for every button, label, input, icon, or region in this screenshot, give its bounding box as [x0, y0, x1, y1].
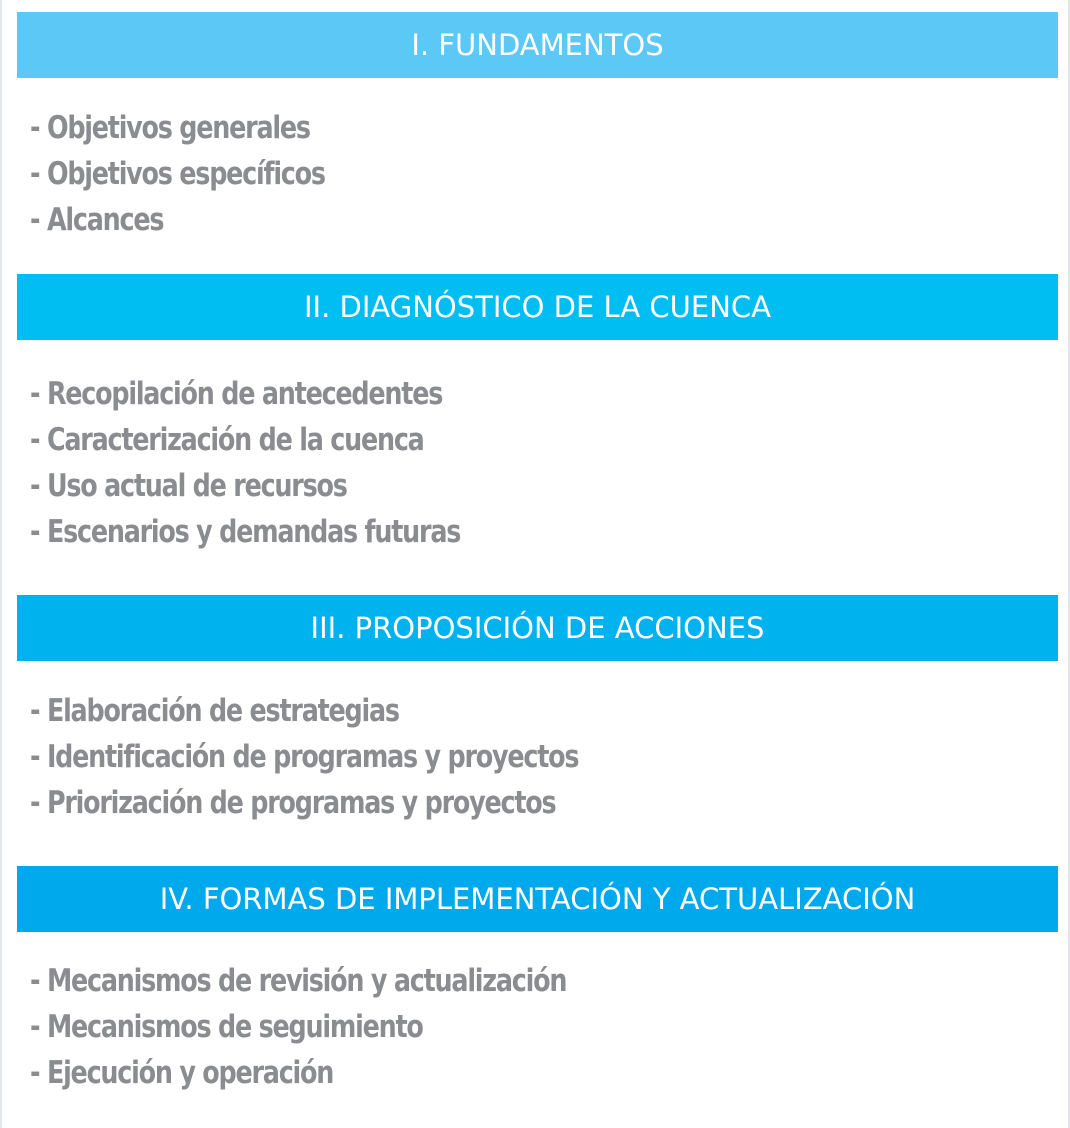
list-item: - Recopilación de antecedentes	[30, 376, 443, 412]
list-item: - Objetivos específicos	[30, 156, 325, 192]
section-header-fundamentos: I. FUNDAMENTOS	[17, 12, 1058, 78]
list-item: - Uso actual de recursos	[30, 468, 347, 504]
list-item: - Escenarios y demandas futuras	[30, 514, 461, 550]
list-item: - Mecanismos de seguimiento	[30, 1009, 423, 1045]
list-item: - Mecanismos de revisión y actualización	[30, 963, 567, 999]
list-item: - Ejecución y operación	[30, 1055, 334, 1091]
section-list-implementacion	[30, 958, 684, 1096]
list-item: - Elaboración de estrategias	[30, 693, 399, 729]
section-header-implementacion: IV. FORMAS DE IMPLEMENTACIÓN Y ACTUALIZACIÓN	[17, 866, 1058, 932]
section-list-diagnostico	[30, 371, 555, 555]
section-list-fundamentos	[30, 105, 389, 243]
section-header-diagnostico: II. DIAGNÓSTICO DE LA CUENCA	[17, 274, 1058, 340]
list-item: - Alcances	[30, 202, 164, 238]
list-item: - Identificación de programas y proyectos	[30, 739, 579, 775]
list-item: - Priorización de programas y proyectos	[30, 785, 556, 821]
section-list-proposicion	[30, 688, 699, 826]
list-item: - Caracterización de la cuenca	[30, 422, 424, 458]
list-item: - Objetivos generales	[30, 110, 310, 146]
section-header-proposicion: III. PROPOSICIÓN DE ACCIONES	[17, 595, 1058, 661]
